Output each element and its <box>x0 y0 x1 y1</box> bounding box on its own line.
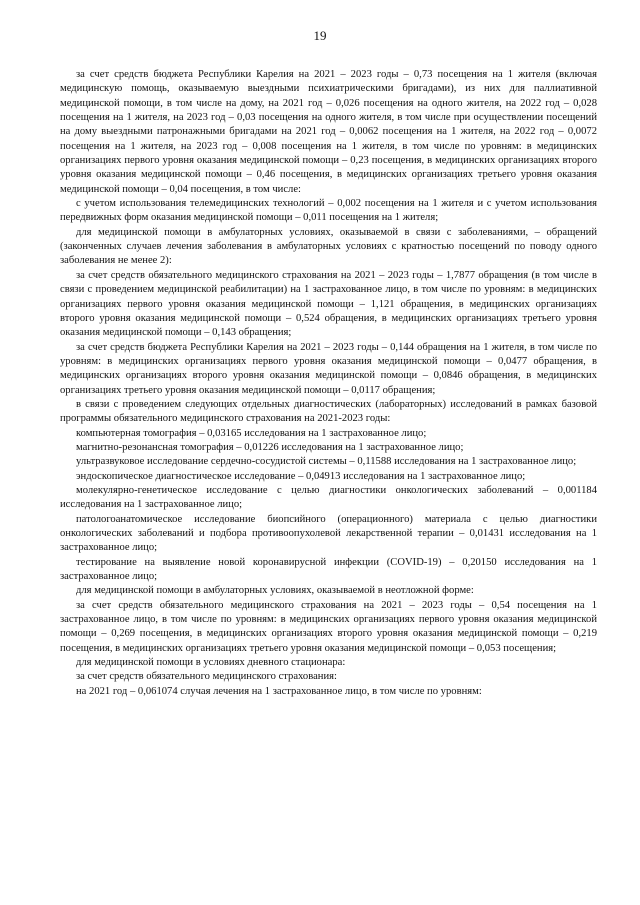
paragraph: за счет средств обязательного медицинского страхования: <box>76 671 337 683</box>
paragraph: компьютерная томография – 0,03165 исследования на 1 застрахованное лицо; <box>76 427 427 439</box>
document-body <box>60 68 597 699</box>
paragraph: тестирование на выявление новой коронавирусной инфекции (COVID-19) – 0,20150 исследования на 1 застрахованное лицо; <box>60 556 597 583</box>
paragraph: для медицинской помощи в условиях дневного стационара: <box>76 657 346 669</box>
paragraph: в связи с проведением следующих отдельных диагностических (лабораторных) исследований в рамках базовой программы обязательного медицинского страхования на 2021-2023 годы: <box>60 398 597 425</box>
paragraph: с учетом использования телемедицинских технологий – 0,002 посещения на 1 жителя и с учетом использования передвижных форм оказания медицинской помощи – 0,011 посещения на 1 жителя; <box>60 198 597 224</box>
paragraph: за счет средств обязательного медицинского страхования на 2021 – 2023 годы – 0,54 посещения на 1 застрахованное лицо, в том числе по уровням: в медицинских организациях первого уровня оказания медицинской помощи – 0,269 посещения, в медицинских организациях второго уровня оказания медицинской помощи – 0,219 посещения, в медицинских организациях третьего уровня оказания медицинской помощи – 0,053 посещения; <box>60 599 597 654</box>
paragraph: за счет средств обязательного медицинского страхования на 2021 – 2023 годы – 1,7877 обращения (в том числе в связи с проведением медицинской реабилитации) на 1 застрахованное лицо, в том числе по уровням: в медицинских организациях первого уровня оказания медицинской помощи – 1,121 обращения, в медицинских организациях второго уровня оказания медицинской помощи – 0,524 обращения, в медицинских организациях третьего уровня оказания медицинской помощи – 0,143 обращения; <box>60 269 597 339</box>
paragraph: для медицинской помощи в амбулаторных условиях, оказываемой в неотложной форме: <box>76 585 474 597</box>
paragraph: на 2021 год – 0,061074 случая лечения на 1 застрахованное лицо, в том числе по уровням: <box>76 685 482 697</box>
paragraph: за счет средств бюджета Республики Карелия на 2021 – 2023 годы – 0,144 обращения на 1 жителя, в том числе по уровням: в медицинских организациях первого уровня оказания медицинской помощи – 0,0477 обращения, в медицинских организациях второго уровня оказания медицинской помощи – 0,0846 обращения, в медицинских организациях третьего уровня оказания медицинской помощи – 0,0117 обращения; <box>60 341 597 396</box>
paragraph: ультразвуковое исследование сердечно-сосудистой системы – 0,11588 исследования на 1 застрахованное лицо; <box>76 456 577 468</box>
page-number: 19 <box>313 28 327 43</box>
paragraph: за счет средств бюджета Республики Карелия на 2021 – 2023 годы – 0,73 посещения на 1 жителя (включая медицинскую помощь, оказываемую выездными психиатрическими бригадами), из них для паллиативной медицинской помощи, в том числе на дому, на 2021 год – 0,026 посещения на одного жителя, на 2022 год – 0,028 посещения на 1 жителя, на 2023 год – 0,03 посещения на одного жителя, в том числе при осуществлении посещений на дому выездными патронажными бригадами на 2021 год – 0,0062 посещения на 1 жителя, на 2022 год – 0,0072 посещения на 1 жителя, на 2023 год – 0,008 посещения на 1 жителя, в том числе по уровням: в медицинских организациях первого уровня оказания медицинской помощи – 0,23 посещения, в медицинских организациях второго уровня оказания медицинской помощи – 0,46 посещения, в медицинских организациях третьего уровня оказания медицинской помощи – 0,04 посещения, в том числе: <box>60 69 597 195</box>
paragraph: для медицинской помощи в амбулаторных условиях, оказываемой в связи с заболеваниями, – обращений (законченных случаев лечения заболевания в амбулаторных условиях с кратностью посещений по поводу одного заболевания не менее 2): <box>60 226 597 267</box>
paragraph: эндоскопическое диагностическое исследование – 0,04913 исследования на 1 застрахованное лицо; <box>76 470 526 482</box>
paragraph: молекулярно-генетическое исследование с целью диагностики онкологических заболеваний – 0,001184 исследования на 1 застрахованное лицо; <box>60 484 597 511</box>
paragraph: патологоанатомическое исследование биопсийного (операционного) материала с целью диагностики онкологических заболеваний и подбора противоопухолевой лекарственной терапии – 0,01431 исследования на 1 застрахованное лицо; <box>60 513 597 554</box>
paragraph: магнитно-резонансная томография – 0,01226 исследования на 1 застрахованное лицо; <box>76 441 464 453</box>
